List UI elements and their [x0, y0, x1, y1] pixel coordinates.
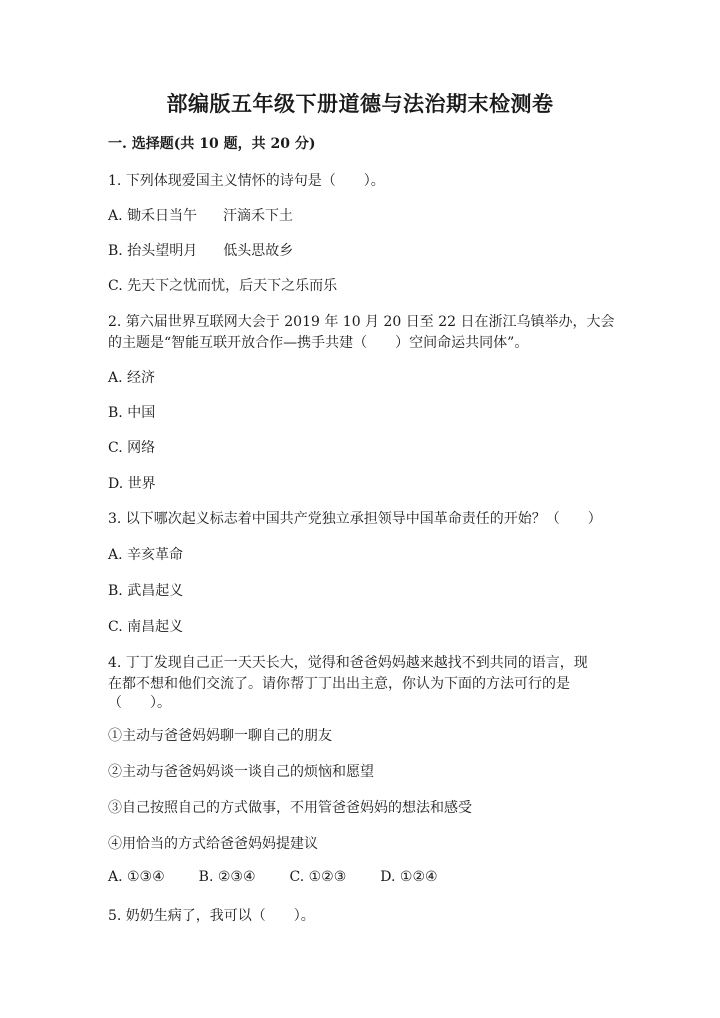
question-2-option-d: D. 世界	[108, 476, 156, 492]
question-3-option-a: A. 辛亥革命	[108, 547, 184, 563]
question-3-stem: 3. 以下哪次起义标志着中国共产党独立承担领导中国革命责任的开始？（ ）	[108, 511, 602, 527]
question-2-option-b: B. 中国	[108, 405, 156, 421]
question-1-stem: 1. 下列体现爱国主义情怀的诗句是（ ）。	[108, 173, 385, 189]
option-extra: 低头思故乡	[223, 243, 294, 259]
question-4-stem-line-2: 在都不想和他们交流了。请你帮丁丁出出主意，你认为下面的方法可行的是	[108, 676, 570, 692]
option-extra: 汗滴禾下土	[223, 208, 294, 224]
question-1-option-c: C. 先天下之忧而忧，后天下之乐而乐	[108, 278, 338, 294]
question-4-item-4: ④用恰当的方式给爸爸妈妈提建议	[108, 836, 318, 852]
section-heading: 一. 选择题(共 10 题，共 20 分)	[108, 136, 316, 152]
question-1-option-a	[108, 205, 293, 225]
option-label: A. 锄禾日当午	[108, 208, 198, 224]
question-3-option-b: B. 武昌起义	[108, 583, 184, 599]
option-a: A. ①③④	[108, 869, 165, 885]
question-1-option-b	[108, 240, 293, 260]
question-4-stem-line-3: （ ）。	[108, 695, 171, 711]
question-2-stem-line-1: 2. 第六届世界互联网大会于 2019 年 10 月 20 日至 22 日在浙江乌镇举办，大会	[108, 314, 615, 330]
question-4-item-1: ①主动与爸爸妈妈聊一聊自己的朋友	[108, 728, 332, 744]
question-4-item-2: ②主动与爸爸妈妈谈一谈自己的烦恼和愿望	[108, 764, 374, 780]
question-2-stem-line-2: 的主题是“智能互联开放合作—携手共建（ ）空间命运共同体”。	[108, 335, 529, 351]
option-d: D. ①②④	[380, 869, 438, 885]
option-label: B. 抬头望明月	[108, 243, 198, 259]
question-3-option-c: C. 南昌起义	[108, 619, 184, 635]
question-4-item-3: ③自己按照自己的方式做事，不用管爸爸妈妈的想法和感受	[108, 800, 472, 816]
question-2-option-a: A. 经济	[108, 370, 156, 386]
question-4-stem-line-1: 4. 丁丁发现自己正一天天长大，觉得和爸爸妈妈越来越找不到共同的语言，现	[108, 655, 588, 671]
option-b: B. ②③④	[198, 869, 256, 885]
option-c: C. ①②③	[289, 869, 347, 885]
question-2-option-c: C. 网络	[108, 440, 156, 456]
question-4-options	[108, 869, 438, 885]
question-5-stem: 5. 奶奶生病了，我可以（ ）。	[108, 908, 315, 924]
exam-title: 部编版五年级下册道德与法治期末检测卷	[166, 91, 554, 116]
